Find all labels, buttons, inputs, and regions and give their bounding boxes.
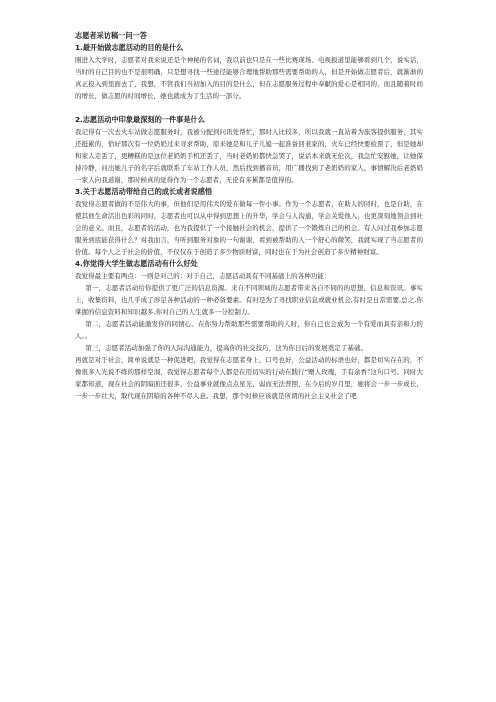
answer-paragraph: 我觉得最主要有两点：一则是对己的：对于自己，志愿活动具有不同基础上的各种功能：: [75, 272, 331, 280]
answer-paragraph: 我觉得志愿者做的不是伟大的事，但他们是用伟大的爱在做每一件小事。作为一个志愿者，在助人的同时，也是自助，在使其他生命活出色彩的同时，志愿者也可以从中得到思想上的升华，学会与人沟通，学会关爱他人，也更深刻地领会到社会的意义。而且，志愿者的活动，也为我提供了一个接触社会的机会，提供了一个锻炼自己的机会。有人问过我参加志愿服务到底能获得什么？对我而言，当听到服务对象的一句谢谢，看到被帮助的人一个舒心的微笑，我就实现了当志愿者的价值。每个人之于社会的价值，不仅仅在于创造了多少物质财富，同时也在于为社会创造了多少精神财富。: [75, 200, 423, 256]
answer-paragraph: 第三，志愿者活动加强了你的人际沟通能力，提高你的社交技巧，这为你日后的发展奠定了基础。: [85, 344, 368, 352]
question-heading-1: 1.最开始做志愿活动的目的是什么: [75, 43, 184, 52]
question-heading-3: 3.关于志愿活动带给自己的成长或者说感悟: [75, 187, 213, 196]
paragraph-spacer: [75, 102, 423, 114]
answer-paragraph: 再就是对于社会，简单说就是一种促进吧，我觉得在志愿者身上，口号也好，公益活动的标语也好，都是切实存在的，不像很多人光说不练的那样空洞，我觉得志愿者每个人都是在用切实的行动在践行“赠人玫瑰，手有余香”这句口号。同时大家都知道，现在社会的阴暗面还很多，公益事业就像点点星光，弱而无法普照，在今后的岁月里，她将会一步一步成长，一步一步壮大，取代现在阴暗的各种不尽人意。我想，那个时候应该就是所谓的社会主义社会了吧: [75, 356, 423, 400]
answer-paragraph: 我记得有一次去火车站做志愿服务时，我被分配到问讯处帮忙，那时人比较多，所以我就一直站着为旅客提供服务，其实还挺累的，恰好那次有一位奶奶过来寻求帮助，原来她是和儿子儿媳一起准备回老家的，火车已经快要检票了，但是她却和家人走丢了，更糟糕的是这位老奶奶手机还丢了，当时老奶奶都快急哭了，说话本来就无伦次，我急忙安慰她，让她保持冷静，问出她儿子的名字后就联系了车站工作人员，然后找到播音员，用广播找到了老奶奶的家人，事情解决后老奶奶一家人向我道谢，那时候真的觉得作为一个志愿者，无论有多累都是值得的。: [75, 128, 423, 184]
answer-paragraph: 第二，志愿者活动能激发你的同情心。在你努力帮助那些需要帮助的人时，你自己也会成为一个有爱而具有亲和力的人。。: [75, 320, 423, 340]
answer-paragraph: 第一，志愿者活动给你提供了更广泛的信息资源。来自不同领域的志愿者带来各自不同的的思想、信息和资讯。事实上，收集资料，也几乎成了涉足各种活动的一种必备要素。有时是为了寻找职业信息或就业机会,有时是日常需要,总之,你掌握的信息资料和知识越多,你对自己的人生就多一分控制力。: [75, 284, 423, 316]
question-heading-2: 2.志愿活动中印象最深刻的一件事是什么: [75, 115, 205, 124]
document-title: 志愿者采访稿一问一答: [75, 31, 147, 40]
document-body: [75, 30, 423, 402]
answer-paragraph: 刚进入大学时，志愿者对我来说还是个神秘的名词，我以前也只是在一些比赛现场、电视报道里能够看到几个，说实话，当时的自己目的也不是很明确，只是想寻找一些途径能够合理地帮助那些需要帮助的人，但是开始做志愿者后，就渐渐的真正投入到里面去了，我想，不管我们当初加入的目的是什么，但在志愿服务过程中奉献的爱心是相同的，而且随着时间的增长，做志愿的时间增长，她也就成为了生活的一部分。: [75, 56, 423, 100]
question-heading-4: 4.你觉得大学生做志愿活动有什么好处: [75, 259, 198, 268]
